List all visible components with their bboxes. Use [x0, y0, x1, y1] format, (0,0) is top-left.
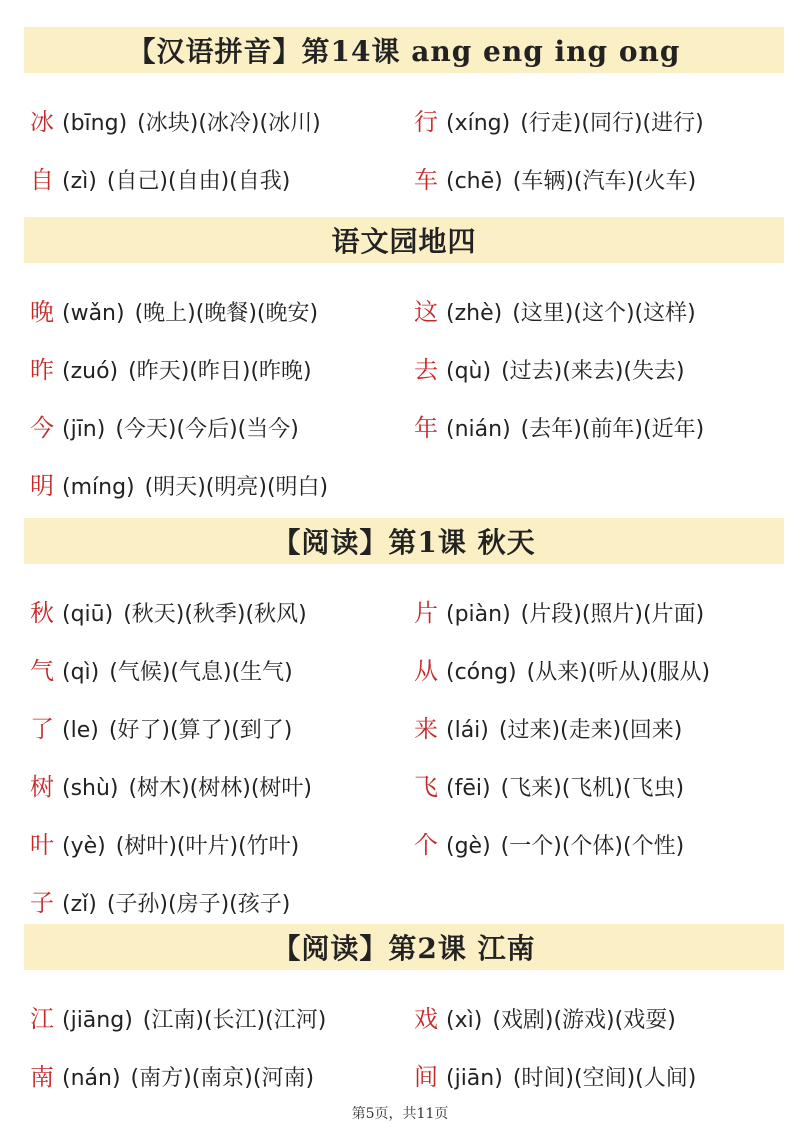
vocab-pinyin: (shù) — [62, 776, 119, 801]
vocab-entry — [30, 883, 290, 918]
vocab-character: 个 — [414, 831, 438, 859]
vocab-words: (飞来)(飞机)(飞虫) — [500, 776, 685, 801]
vocab-entry — [414, 709, 682, 744]
vocab-words: (过去)(来去)(失去) — [501, 359, 685, 384]
vocab-entry — [30, 999, 326, 1034]
vocab-words: (从来)(听从)(服从) — [526, 660, 711, 685]
vocab-character: 昨 — [30, 356, 54, 384]
vocab-words: (好了)(算了)(到了) — [108, 718, 293, 743]
vocab-pinyin: (bīng) — [62, 111, 128, 136]
section-title: 【阅读】第1课 秋天 — [24, 518, 784, 564]
vocab-entry — [30, 160, 290, 195]
vocab-pinyin: (zì) — [62, 169, 97, 194]
vocab-pinyin: (chē) — [446, 169, 503, 194]
vocab-character: 了 — [30, 715, 54, 743]
vocab-character: 明 — [30, 472, 54, 500]
vocab-character: 冰 — [30, 108, 54, 136]
vocab-character: 车 — [414, 166, 438, 194]
vocab-character: 间 — [414, 1063, 438, 1091]
vocab-pinyin: (zuó) — [62, 359, 119, 384]
vocab-pinyin: (lái) — [446, 718, 489, 743]
vocab-words: (树木)(树林)(树叶) — [128, 776, 313, 801]
vocab-pinyin: (zǐ) — [62, 892, 97, 917]
vocab-character: 行 — [414, 108, 438, 136]
vocab-pinyin: (wǎn) — [62, 301, 125, 326]
vocab-pinyin: (qì) — [62, 660, 100, 685]
vocab-words: (晚上)(晚餐)(晚安) — [134, 301, 319, 326]
vocab-entry — [30, 709, 292, 744]
vocab-character: 飞 — [414, 773, 438, 801]
vocab-character: 来 — [414, 715, 438, 743]
vocab-pinyin: (xì) — [446, 1008, 483, 1033]
vocab-words: (这里)(这个)(这样) — [512, 301, 696, 326]
vocab-character: 去 — [414, 356, 438, 384]
section-title: 【汉语拼音】第14课 ang eng ing ong — [24, 27, 784, 73]
vocab-character: 片 — [414, 599, 438, 627]
vocab-entry — [414, 102, 704, 137]
vocab-entry — [30, 466, 328, 501]
vocab-pinyin: (míng) — [62, 475, 135, 500]
vocab-entry — [414, 350, 685, 385]
vocab-pinyin: (le) — [62, 718, 99, 743]
vocab-words: (去年)(前年)(近年) — [520, 417, 705, 442]
vocab-words: (戏剧)(游戏)(戏耍) — [492, 1008, 676, 1033]
vocab-words: (自己)(自由)(自我) — [106, 169, 291, 194]
vocab-entry — [30, 350, 312, 385]
vocab-pinyin: (zhè) — [446, 301, 503, 326]
vocab-pinyin: (jiān) — [446, 1066, 503, 1091]
vocab-entry — [30, 102, 321, 137]
vocab-words: (过来)(走来)(回来) — [498, 718, 683, 743]
section-title: 语文园地四 — [24, 217, 784, 263]
vocab-words: (江南)(长江)(江河) — [142, 1008, 327, 1033]
vocab-character: 子 — [30, 889, 54, 917]
vocab-entry — [30, 593, 307, 628]
vocab-entry — [414, 1057, 696, 1092]
vocab-character: 秋 — [30, 599, 54, 627]
vocab-entry — [30, 292, 318, 327]
vocab-words: (南方)(南京)(河南) — [130, 1066, 315, 1091]
vocab-character: 叶 — [30, 831, 54, 859]
vocab-words: (片段)(照片)(片面) — [520, 602, 705, 627]
vocab-entry — [30, 1057, 314, 1092]
vocab-pinyin: (yè) — [62, 834, 106, 859]
vocab-character: 戏 — [414, 1005, 438, 1033]
vocab-pinyin: (piàn) — [446, 602, 511, 627]
vocab-words: (子孙)(房子)(孩子) — [106, 892, 291, 917]
vocab-entry — [30, 651, 293, 686]
vocab-words: (秋天)(秋季)(秋风) — [123, 602, 307, 627]
vocab-words: (车辆)(汽车)(火车) — [512, 169, 697, 194]
vocab-pinyin: (xíng) — [446, 111, 511, 136]
vocab-entry — [414, 651, 710, 686]
vocab-words: (一个)(个体)(个性) — [500, 834, 685, 859]
vocab-pinyin: (nán) — [62, 1066, 121, 1091]
vocab-character: 南 — [30, 1063, 54, 1091]
vocab-pinyin: (nián) — [446, 417, 511, 442]
vocab-pinyin: (jiāng) — [62, 1008, 133, 1033]
vocab-words: (树叶)(叶片)(竹叶) — [115, 834, 300, 859]
vocab-pinyin: (cóng) — [446, 660, 517, 685]
vocab-entry — [414, 767, 684, 802]
vocab-pinyin: (gè) — [446, 834, 491, 859]
vocab-character: 晚 — [30, 298, 54, 326]
vocab-character: 气 — [30, 657, 54, 685]
vocab-pinyin: (fēi) — [446, 776, 491, 801]
vocab-entry — [414, 593, 704, 628]
vocab-pinyin: (jīn) — [62, 417, 106, 442]
vocab-words: (气候)(气息)(生气) — [109, 660, 293, 685]
section-title: 【阅读】第2课 江南 — [24, 924, 784, 970]
vocab-character: 年 — [414, 414, 438, 442]
vocab-character: 从 — [414, 657, 438, 685]
vocab-entry — [414, 408, 704, 443]
vocab-pinyin: (qù) — [446, 359, 492, 384]
vocab-character: 江 — [30, 1005, 54, 1033]
vocab-words: (昨天)(昨日)(昨晚) — [128, 359, 312, 384]
vocab-words: (明天)(明亮)(明白) — [144, 475, 329, 500]
vocab-entry — [414, 999, 676, 1034]
vocab-entry — [414, 292, 696, 327]
vocab-words: (今天)(今后)(当今) — [115, 417, 299, 442]
vocab-words: (行走)(同行)(进行) — [520, 111, 704, 136]
vocab-words: (时间)(空间)(人间) — [512, 1066, 697, 1091]
vocab-entry — [30, 408, 299, 443]
vocab-entry — [30, 767, 312, 802]
vocab-character: 自 — [30, 166, 54, 194]
vocab-character: 今 — [30, 414, 54, 442]
vocab-character: 树 — [30, 773, 54, 801]
vocab-pinyin: (qiū) — [62, 602, 114, 627]
vocab-words: (冰块)(冰冷)(冰川) — [137, 111, 321, 136]
vocab-character: 这 — [414, 298, 438, 326]
vocab-entry — [414, 160, 696, 195]
vocab-entry — [30, 825, 299, 860]
vocab-entry — [414, 825, 684, 860]
page-footer: 第5页，共11页 — [351, 1106, 449, 1122]
